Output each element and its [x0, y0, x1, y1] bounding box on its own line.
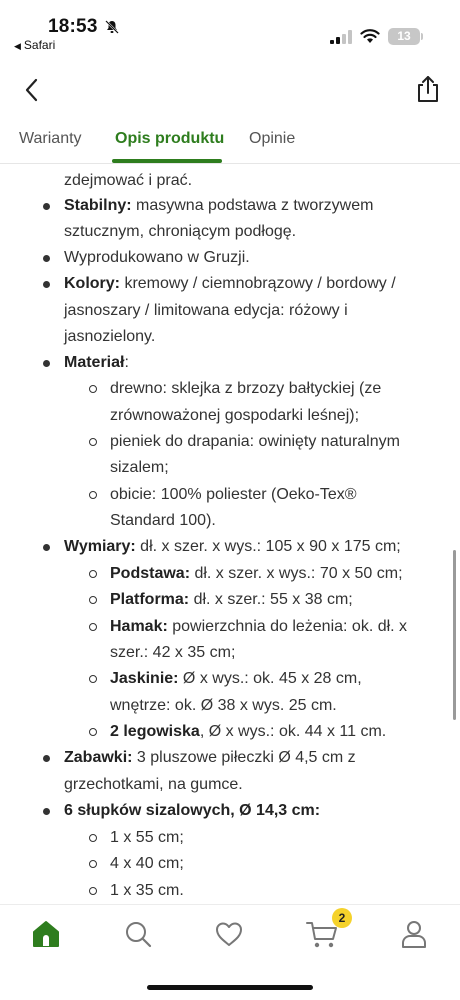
share-icon[interactable]: [414, 74, 442, 104]
description-line: sizalem;: [110, 459, 169, 476]
description-line: wnętrze: ok. Ø 38 x wys. 25 cm.: [110, 697, 337, 714]
list-item-material: Materiał:: [64, 354, 129, 371]
home-icon[interactable]: [31, 919, 61, 949]
bullet: [43, 808, 50, 815]
description-line: jasnoszary / limitowana edycja: różowy i: [64, 302, 348, 319]
description-line: jasnozielony.: [64, 328, 156, 345]
list-item-stabilny: Stabilny: masywna podstawa z tworzywem: [64, 197, 374, 214]
list-item-slupki: 6 słupków sizalowych, Ø 14,3 cm:: [64, 802, 321, 819]
search-icon[interactable]: [123, 919, 153, 949]
description-line: zrównoważonej gospodarki leśnej);: [110, 407, 360, 424]
sub-item-platforma: Platforma: dł. x szer.: 55 x 38 cm;: [110, 591, 353, 608]
sub-bullet: [89, 596, 97, 604]
battery-icon: [388, 28, 420, 45]
description-line: Standard 100).: [110, 512, 216, 529]
signal-icon: [330, 30, 352, 44]
cart-count-badge: 2: [332, 908, 352, 928]
sub-item-pieniek: pieniek do drapania: owinięty naturalnym: [110, 433, 400, 450]
sub-bullet: [89, 834, 97, 842]
status-bar: [0, 0, 460, 56]
bullet: [43, 281, 50, 288]
description-line: zdejmować i prać.: [64, 172, 193, 189]
tab-opinie[interactable]: Opinie: [249, 130, 296, 147]
back-app-label: Safari: [23, 38, 56, 52]
scrollbar[interactable]: [453, 550, 456, 720]
battery-level: 13: [397, 29, 411, 43]
bullet: [43, 255, 50, 262]
list-item-wyprodukowano: Wyprodukowano w Gruzji.: [64, 249, 250, 266]
list-item-kolory: Kolory: kremowy / ciemnobrązowy / bordowy /: [64, 275, 396, 292]
list-item-zabawki: Zabawki: 3 pluszowe piłeczki Ø 4,5 cm z: [64, 749, 356, 766]
sub-item-jaskinie: Jaskinie: Ø x wys.: ok. 45 x 28 cm,: [110, 670, 362, 687]
bell-slash-icon: [104, 19, 120, 35]
heart-icon[interactable]: [214, 919, 244, 949]
description-line: sztucznym, chroniącym podłogę.: [64, 223, 297, 240]
sub-item-legowiska: 2 legowiska, Ø x wys.: ok. 44 x 11 cm.: [110, 723, 387, 740]
sub-bullet: [89, 887, 97, 895]
back-to-app[interactable]: ◀ Safari: [14, 38, 56, 52]
sub-bullet: [89, 491, 97, 499]
bullet: [43, 544, 50, 551]
bullet: [43, 755, 50, 762]
wifi-icon: [360, 28, 380, 44]
chevron-left-icon[interactable]: [20, 76, 44, 104]
sub-item-slupek: 1 x 55 cm;: [110, 829, 184, 846]
tab-warianty[interactable]: Warianty: [19, 130, 82, 147]
sub-item-podstawa: Podstawa: dł. x szer. x wys.: 70 x 50 cm;: [110, 565, 403, 582]
person-icon[interactable]: [399, 919, 429, 949]
description-line: szer.: 42 x 35 cm;: [110, 644, 236, 661]
sub-item-drewno: drewno: sklejka z brzozy bałtyckiej (ze: [110, 380, 382, 397]
description-line: grzechotkami, na gumce.: [64, 776, 243, 793]
sub-bullet: [89, 623, 97, 631]
sub-bullet: [89, 385, 97, 393]
sub-item-slupek: 4 x 40 cm;: [110, 855, 184, 872]
bullet: [43, 203, 50, 210]
sub-bullet: [89, 570, 97, 578]
battery-cap: [421, 33, 423, 40]
active-tab-indicator: [112, 159, 222, 163]
sub-bullet: [89, 860, 97, 868]
sub-bullet: [89, 675, 97, 683]
product-tabs: [0, 118, 460, 164]
sub-bullet: [89, 438, 97, 446]
bullet: [43, 360, 50, 367]
sub-item-hamak: Hamak: powierzchnia do leżenia: ok. dł. x: [110, 618, 408, 635]
tab-opis-produktu[interactable]: Opis produktu: [115, 130, 225, 147]
sub-bullet: [89, 728, 97, 736]
sub-item-slupek: 1 x 35 cm.: [110, 882, 184, 899]
home-indicator: [147, 985, 313, 990]
sub-item-obicie: obicie: 100% poliester (Oeko-Tex®: [110, 486, 357, 503]
status-time: 18:53: [48, 16, 98, 37]
list-item-wymiary: Wymiary: dł. x szer. x wys.: 105 x 90 x 175 cm;: [64, 538, 401, 555]
product-description: [0, 168, 460, 904]
